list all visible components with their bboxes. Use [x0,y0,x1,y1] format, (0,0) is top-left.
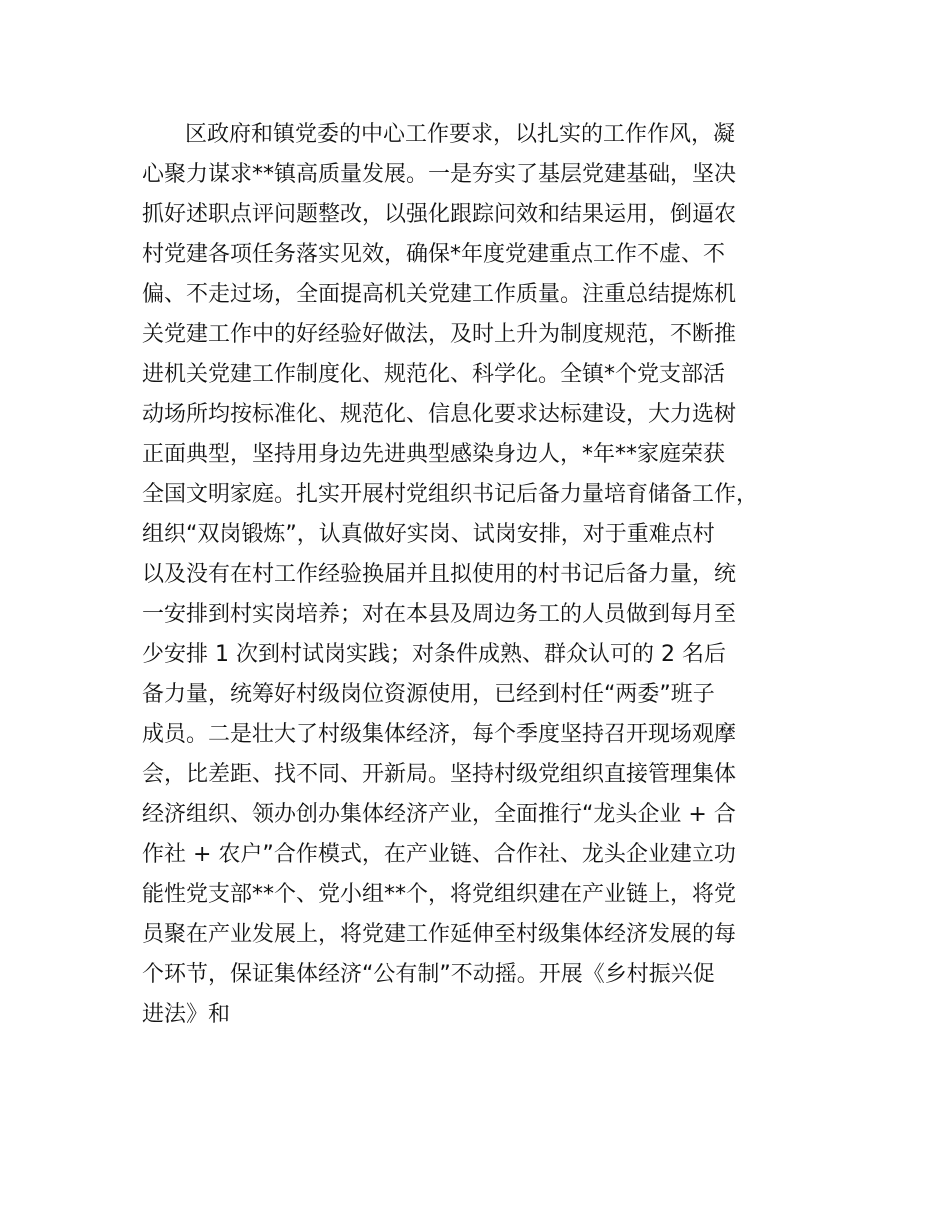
text-line: 备力量，统筹好村级岗位资源使用，已经到村任“两委”班子 [142,682,715,707]
text-line: 个环节，保证集体经济“公有制”不动摇。开展《乡村振兴促 [142,962,715,987]
text-line: 以及没有在村工作经验换届并且拟使用的村书记后备力量，统 [142,562,737,587]
text-line: 一安排到村实岗培养；对在本县及周边务工的人员做到每月至 [142,602,737,627]
text-line: 偏、不走过场，全面提高机关党建工作质量。注重总结提炼机 [142,282,737,307]
text-line: 少安排 1 次到村试岗实践；对条件成熟、群众认可的 2 名后 [142,642,726,667]
text-line: 员聚在产业发展上，将党建工作延伸至村级集体经济发展的每 [142,922,737,947]
text-line: 全国文明家庭。扎实开展村党组织书记后备力量培育储备工作， [142,482,759,507]
text-line: 正面典型，坚持用身边先进典型感染身边人，*年**家庭荣获 [142,442,726,467]
text-line: 抓好述职点评问题整改，以强化跟踪问效和结果运用，倒逼农 [142,202,737,227]
text-line: 村党建各项任务落实见效，确保*年度党建重点工作不虚、不 [142,242,726,267]
text-line: 成员。二是壮大了村级集体经济，每个季度坚持召开现场观摩 [142,722,737,747]
text-line: 经济组织、领办创办集体经济产业，全面推行“龙头企业 + 合 [142,802,736,827]
text-line: 组织“双岗锻炼”，认真做好实岗、试岗安排，对于重难点村 [142,522,715,547]
text-line: 心聚力谋求**镇高质量发展。一是夯实了基层党建基础，坚决 [142,162,737,187]
text-line: 进法》和 [142,1002,231,1027]
text-line: 进机关党建工作制度化、规范化、科学化。全镇*个党支部活 [142,362,726,387]
text-line: 能性党支部**个、党小组**个，将党组织建在产业链上，将党 [142,882,737,907]
text-line: 会，比差距、找不同、开新局。坚持村级党组织直接管理集体 [142,762,737,787]
text-line: 关党建工作中的好经验好做法，及时上升为制度规范，不断推 [142,322,737,347]
text-line: 区政府和镇党委的中心工作要求，以扎实的工作作风，凝 [185,122,736,147]
body-paragraph [142,115,842,1035]
text-line: 动场所均按标准化、规范化、信息化要求达标建设，大力选树 [142,402,737,427]
text-line: 作社 + 农户”合作模式，在产业链、合作社、龙头企业建立功 [142,842,736,867]
